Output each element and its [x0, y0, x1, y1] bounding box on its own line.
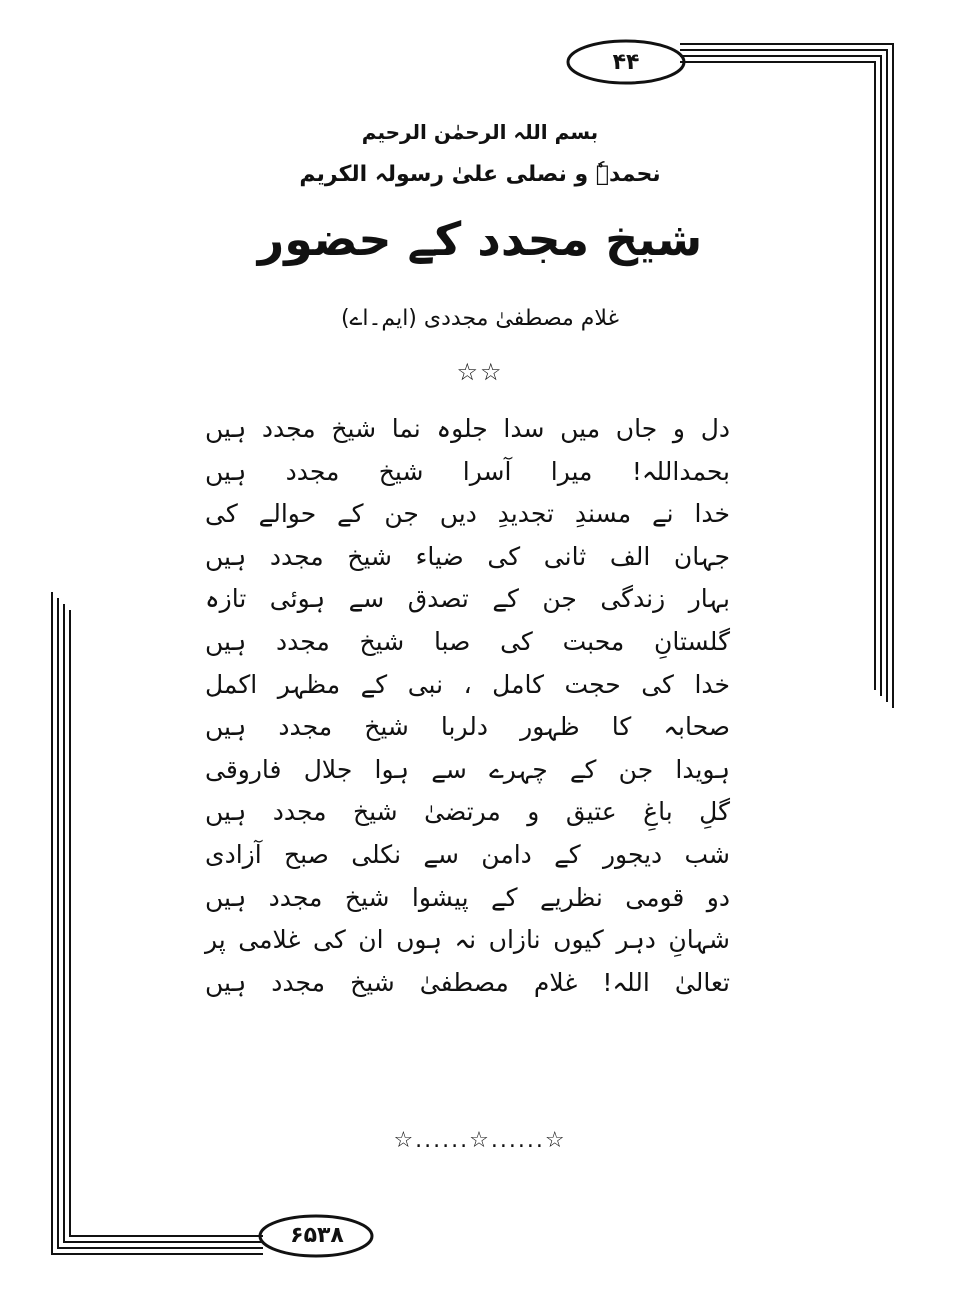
- poem-title: شیخ مجدد کے حضور: [257, 212, 703, 266]
- poem-line: بحمداللہ! میرا آسرا شیخ مجدد ہیں: [205, 456, 730, 486]
- poem-line: دو قومی نظریے کے پیشوا شیخ مجدد ہیں: [205, 882, 730, 912]
- poem-line: صحابہ کا ظہور دلربا شیخ مجدد ہیں: [205, 712, 730, 742]
- poem-line: گلِ باغِ عتیق و مرتضیٰ شیخ مجدد ہیں: [205, 797, 730, 827]
- page-number-bottom: ۶۵۳۸: [290, 1223, 344, 1248]
- poem-line: دل و جاں میں سدا جلوہ نما شیخ مجدد ہیں: [205, 414, 730, 443]
- poem-line: خدا کی حجت کامل ، نبی کے مظہر اکمل: [205, 669, 730, 699]
- star-ornament-top: ☆☆: [456, 358, 504, 386]
- poem-verses: [205, 408, 730, 1004]
- poem-line: خدا نے مسندِ تجدیدِ دیں جن کے حوالے کی: [205, 499, 730, 529]
- poem-line: جہان الف ثانی کی ضیاء شیخ مجدد ہیں: [205, 541, 730, 571]
- salutation-line: نحمدہٗ و نصلی علیٰ رسولہ الکریم: [299, 162, 661, 187]
- poem-line: تعالیٰ اللہ! غلام مصطفیٰ شیخ مجدد ہیں: [205, 967, 730, 997]
- poem-line: گلستانِ محبت کی صبا شیخ مجدد ہیں: [205, 626, 730, 656]
- poem-line: بہار زندگی جن کے تصدق سے ہوئی تازہ: [205, 584, 730, 614]
- bismillah-heading: بسم اللہ الرحمٰن الرحیم: [361, 120, 599, 144]
- poem-line: شہانِ دہر کیوں نازاں نہ ہوں ان کی غلامی پر: [205, 925, 730, 955]
- page-number-top: ۴۴: [612, 50, 640, 75]
- poem-author: غلام مصطفیٰ مجددی (ایم۔اے): [340, 306, 620, 331]
- star-ornament-bottom: ☆......☆......☆: [393, 1128, 567, 1153]
- poem-line: شب دیجور کے دامن سے نکلی صبح آزادی: [205, 839, 730, 869]
- poem-line: ہویدا جن کے چہرے سے ہوا جلال فاروقی: [205, 754, 730, 784]
